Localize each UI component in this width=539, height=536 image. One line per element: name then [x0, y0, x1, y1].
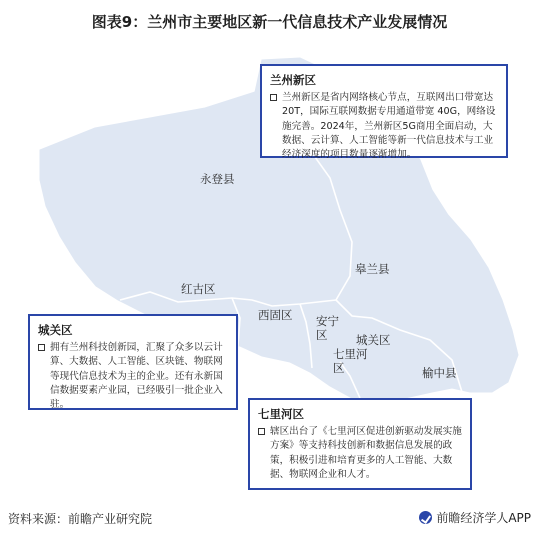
source-note: 资料来源：前瞻产业研究院 [8, 512, 153, 526]
card-chengguan [28, 314, 238, 410]
card-qilihe [248, 398, 472, 490]
card-text: 拥有兰州科技创新园，汇聚了众多以云计算、大数据、人工智能、区块链、物联网等现代信息技术为主的企业。还有永新国信数据要素产业园，已经吸引一批企业入驻。 [50, 342, 223, 411]
brand-text: 前瞻经济学人APP [436, 511, 531, 525]
checkbox-bullet-icon [258, 428, 265, 435]
label-anning: 安宁区 [316, 314, 339, 342]
label-yongdeng: 永登县 [200, 172, 235, 186]
label-honggu: 红古区 [181, 282, 216, 296]
card-text: 兰州新区是省内网络核心节点，互联网出口带宽达 20T，国际互联网数据专用通道带宽 40G，网络设施完善。2024年，兰州新区5G商用全面启动，大数据、云计算、人工智能等新一代信息技术与工业经济深度的项目数量逐渐增加。 [282, 92, 496, 161]
chart-title: 图表9：兰州市主要地区新一代信息技术产业发展情况 [91, 13, 448, 31]
label-xigu: 西固区 [258, 308, 293, 322]
checkbox-bullet-icon [38, 344, 45, 351]
checkbox-bullet-icon [270, 94, 277, 101]
card-title: 兰州新区 [270, 73, 316, 87]
label-gaolan: 皋兰县 [355, 262, 390, 276]
card-title: 七里河区 [258, 407, 304, 421]
card-title: 城关区 [38, 323, 73, 337]
card-lanzhou-new-area [260, 64, 508, 161]
label-chengguan: 城关区 [356, 333, 391, 347]
brand-logo-icon [419, 511, 432, 524]
brand [419, 509, 531, 526]
card-text: 辖区出台了《七里河区促进创新驱动发展实施方案》等支持科技创新和数据信息发展的政策，积极引进和培育更多的人工智能、大数据、物联网企业和人才。 [270, 426, 462, 480]
label-qilihe: 七里河区 [333, 347, 368, 375]
label-yuzhong: 榆中县 [422, 366, 457, 380]
